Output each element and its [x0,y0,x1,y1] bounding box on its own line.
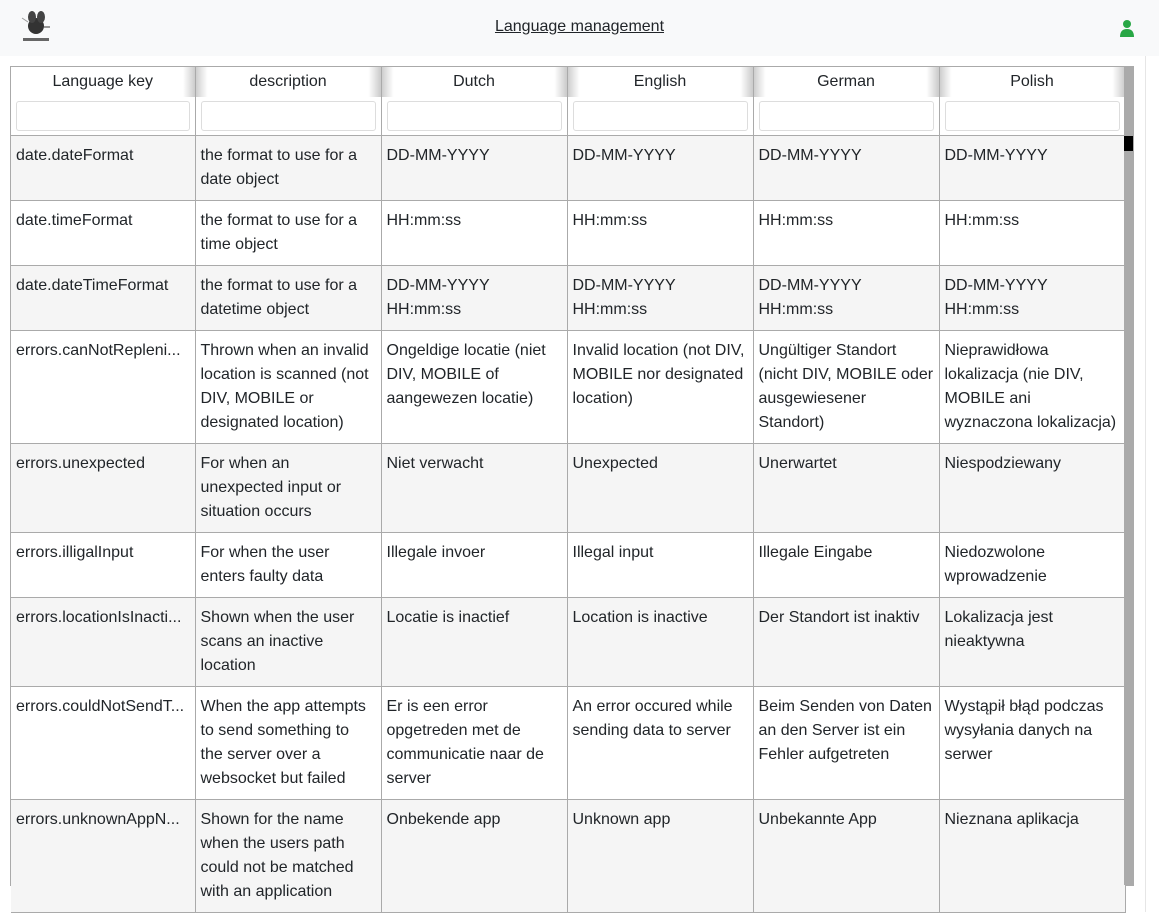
user-icon[interactable] [1119,19,1135,37]
table-cell[interactable]: DD-MM-YYYY [939,136,1125,201]
column-header-german[interactable]: German [753,67,939,97]
filter-input-language-key[interactable] [16,101,190,131]
table-row[interactable] [11,331,1125,444]
table-cell[interactable]: Illegale Eingabe [753,533,939,598]
table-cell[interactable]: date.timeFormat [11,201,195,266]
table-cell[interactable]: Unknown app [567,800,753,913]
table-cell[interactable]: Thrown when an invalid location is scanned (not DIV, MOBILE or designated location) [195,331,381,444]
filter-cell [11,97,195,136]
filter-cell [195,97,381,136]
navbar [0,0,1159,56]
table-cell[interactable]: errors.locationIsInacti... [11,598,195,687]
table-row[interactable] [11,598,1125,687]
table-cell[interactable]: the format to use for a datetime object [195,266,381,331]
column-header-polish[interactable]: Polish [939,67,1125,97]
column-header-language-key[interactable]: Language key [11,67,195,97]
table-cell[interactable]: errors.illigalInput [11,533,195,598]
filter-cell [753,97,939,136]
table-cell[interactable]: Unerwartet [753,444,939,533]
page-scrollbar-track[interactable] [1145,56,1146,912]
table-row[interactable] [11,533,1125,598]
table-cell[interactable]: errors.couldNotSendT... [11,687,195,800]
table-cell[interactable]: errors.canNotRepleni... [11,331,195,444]
filter-input-polish[interactable] [945,101,1120,131]
table-cell[interactable]: DD-MM-YYYY [567,136,753,201]
table-cell[interactable]: HH:mm:ss [567,201,753,266]
table-cell[interactable]: Unbekannte App [753,800,939,913]
table-cell[interactable]: Unexpected [567,444,753,533]
table-cell[interactable]: errors.unexpected [11,444,195,533]
filter-input-german[interactable] [759,101,934,131]
table-cell[interactable]: DD-MM-YYYY HH:mm:ss [567,266,753,331]
table-cell[interactable]: For when an unexpected input or situation occurs [195,444,381,533]
table-cell[interactable]: Niedozwolone wprowadzenie [939,533,1125,598]
table-row[interactable] [11,687,1125,800]
table-cell[interactable]: Ungültiger Standort (nicht DIV, MOBILE oder ausgewiesener Standort) [753,331,939,444]
table-row[interactable] [11,444,1125,533]
table-cell[interactable]: Invalid location (not DIV, MOBILE nor designated location) [567,331,753,444]
column-header-description[interactable]: description [195,67,381,97]
table-row[interactable] [11,800,1125,913]
page-title-link[interactable]: Language management [494,18,665,35]
table-cell[interactable]: Onbekende app [381,800,567,913]
table-cell[interactable]: errors.unknownAppN... [11,800,195,913]
table-cell[interactable]: DD-MM-YYYY [753,136,939,201]
table-cell[interactable]: Lokalizacja jest nieaktywna [939,598,1125,687]
table-cell[interactable]: Wystąpił błąd podczas wysyłania danych na serwer [939,687,1125,800]
filter-input-english[interactable] [573,101,748,131]
table-cell[interactable]: When the app attempts to send something to the server over a websocket but failed [195,687,381,800]
table-cell[interactable]: Ongeldige locatie (niet DIV, MOBILE of aangewezen locatie) [381,331,567,444]
column-header-english[interactable]: English [567,67,753,97]
filter-cell [567,97,753,136]
language-grid [10,66,1134,900]
table-cell[interactable]: Shown for the name when the users path could not be matched with an application [195,800,381,913]
table-cell[interactable]: DD-MM-YYYY [381,136,567,201]
filter-input-description[interactable] [201,101,376,131]
table-cell[interactable]: Illegale invoer [381,533,567,598]
table-cell[interactable]: Locatie is inactief [381,598,567,687]
filter-input-dutch[interactable] [387,101,562,131]
table-cell[interactable]: Nieprawidłowa lokalizacja (nie DIV, MOBILE ani wyznaczona lokalizacja) [939,331,1125,444]
table-cell[interactable]: Location is inactive [567,598,753,687]
table-cell[interactable]: DD-MM-YYYY HH:mm:ss [381,266,567,331]
table-cell[interactable]: HH:mm:ss [753,201,939,266]
table-row[interactable] [11,266,1125,331]
grid-scrollbar-thumb[interactable] [1124,136,1133,151]
table-cell[interactable]: the format to use for a time object [195,201,381,266]
column-header-dutch[interactable]: Dutch [381,67,567,97]
table-cell[interactable]: For when the user enters faulty data [195,533,381,598]
table-cell[interactable]: date.dateTimeFormat [11,266,195,331]
table-cell[interactable]: HH:mm:ss [381,201,567,266]
table-cell[interactable]: Illegal input [567,533,753,598]
grid-scrollbar[interactable] [1124,67,1133,885]
filter-cell [381,97,567,136]
table-cell[interactable]: DD-MM-YYYY HH:mm:ss [939,266,1125,331]
table-cell[interactable]: the format to use for a date object [195,136,381,201]
table-cell[interactable]: HH:mm:ss [939,201,1125,266]
table-cell[interactable]: An error occured while sending data to server [567,687,753,800]
table-cell[interactable]: DD-MM-YYYY HH:mm:ss [753,266,939,331]
table-cell[interactable]: date.dateFormat [11,136,195,201]
table-cell[interactable]: Nieznana aplikacja [939,800,1125,913]
filter-cell [939,97,1125,136]
table-cell[interactable]: Er is een error opgetreden met de communicatie naar de server [381,687,567,800]
table-cell[interactable]: Shown when the user scans an inactive location [195,598,381,687]
table-row[interactable] [11,136,1125,201]
table-cell[interactable]: Niespodziewany [939,444,1125,533]
table-cell[interactable]: Beim Senden von Daten an den Server ist ein Fehler aufgetreten [753,687,939,800]
table-cell[interactable]: Niet verwacht [381,444,567,533]
table-row[interactable] [11,201,1125,266]
table-cell[interactable]: Der Standort ist inaktiv [753,598,939,687]
